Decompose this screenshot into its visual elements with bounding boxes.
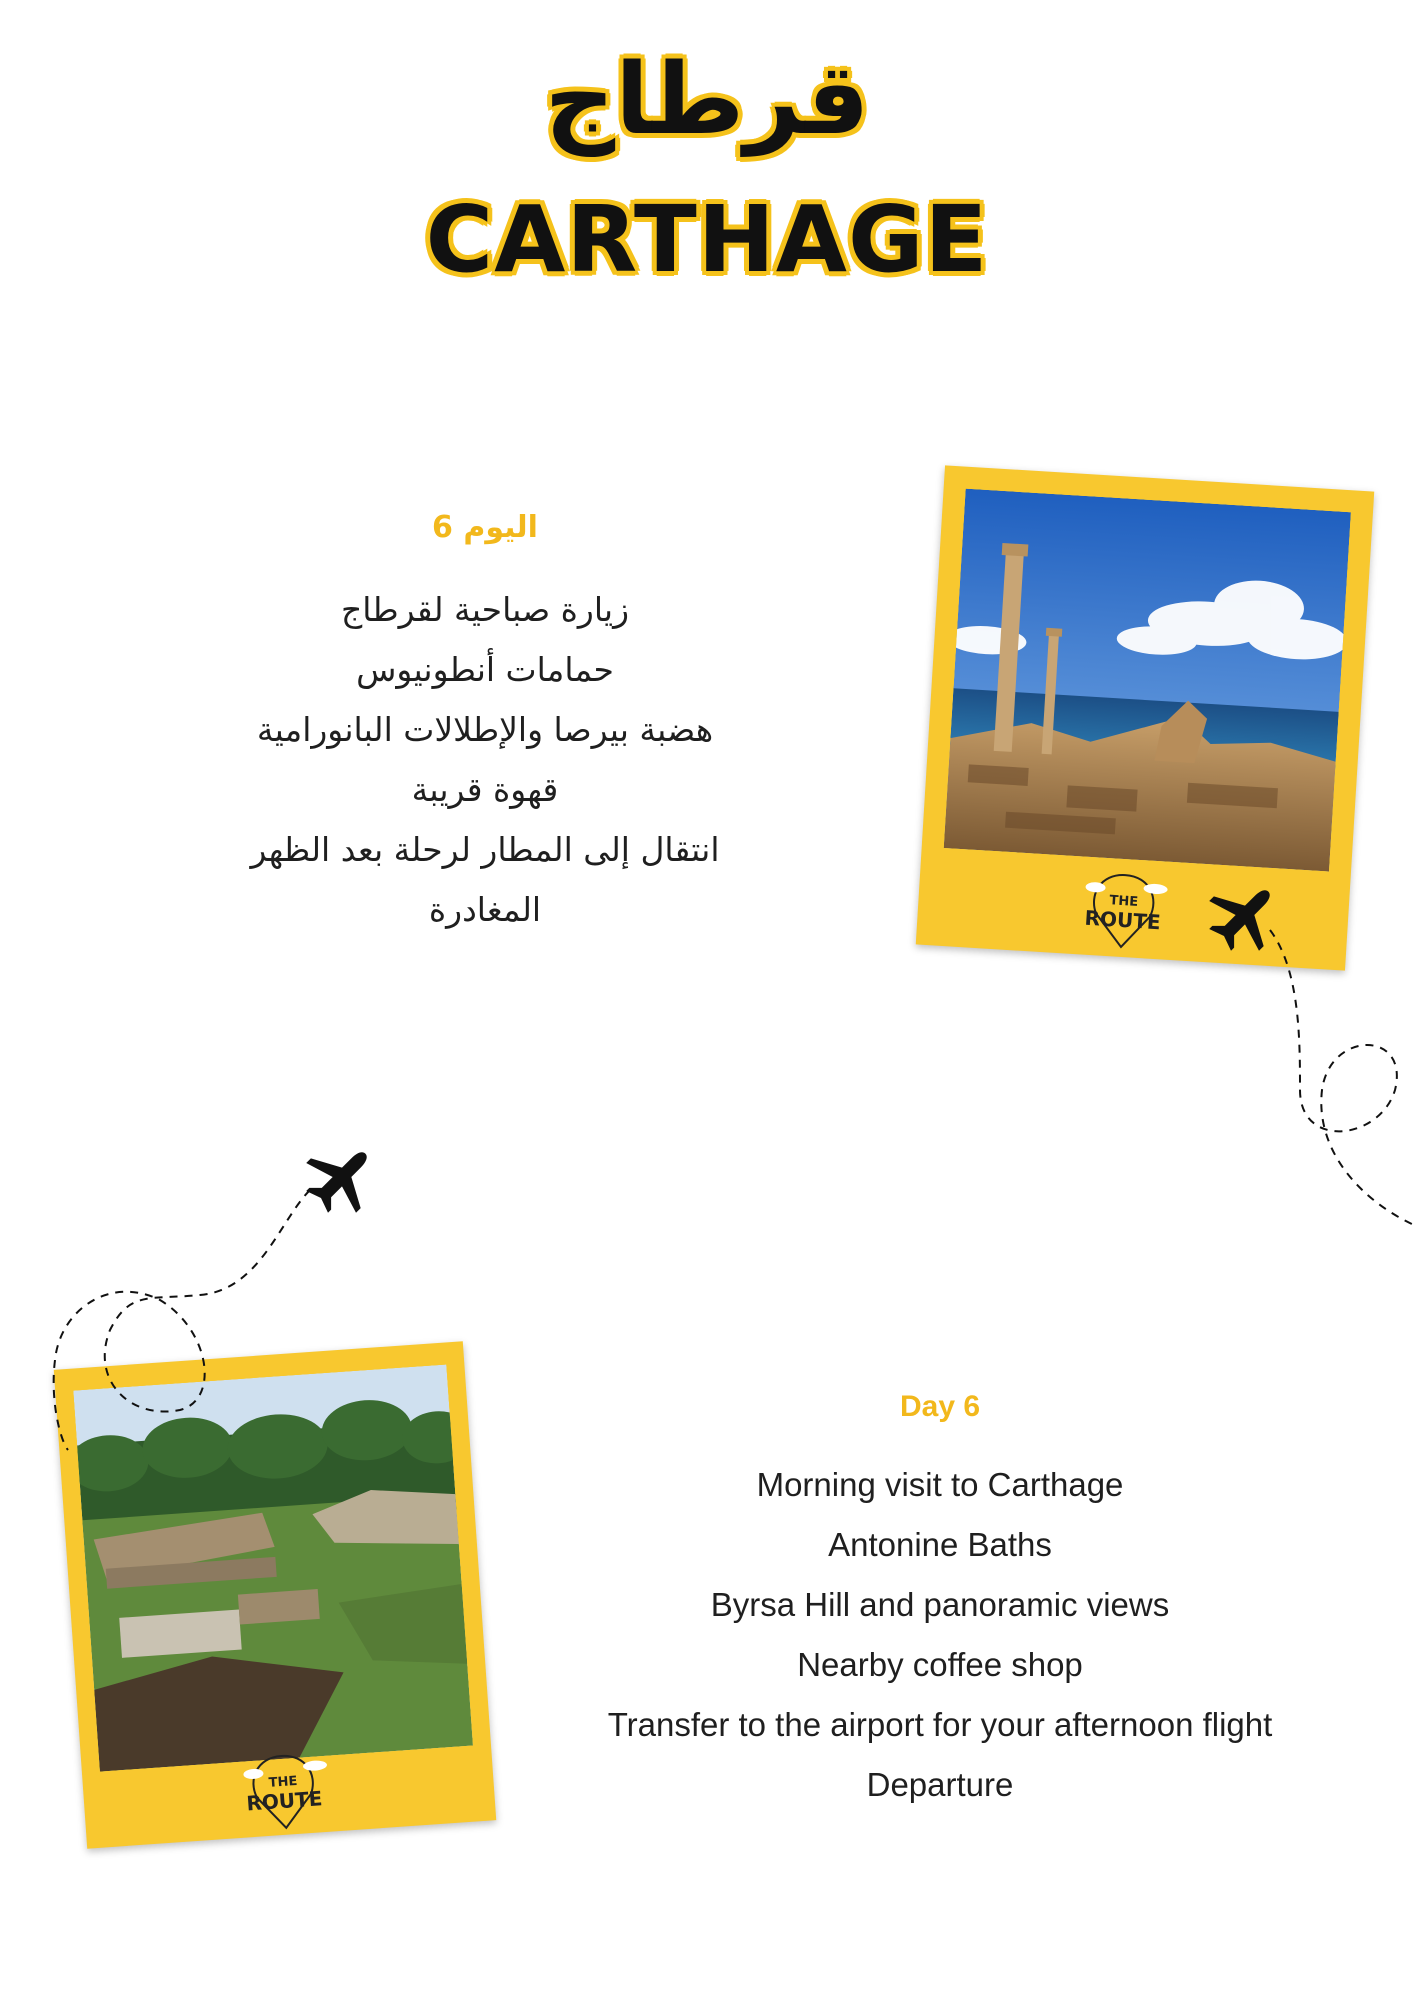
polaroid-photo-frame	[916, 465, 1375, 970]
day-label-english: Day 6	[899, 1390, 981, 1423]
list-item: Departure	[866, 1766, 1014, 1803]
list-item: زيارة صباحية لقرطاج	[340, 590, 630, 629]
list-item: حمامات أنطونيوس	[356, 650, 614, 689]
logo-text-the: THE	[268, 1773, 298, 1791]
airplane-icon	[292, 1129, 390, 1227]
photo-carthage-ruins	[73, 1364, 473, 1771]
list-item: انتقال إلى المطار لرحلة بعد الظهر	[250, 830, 720, 869]
list-item: Nearby coffee shop	[797, 1646, 1083, 1683]
list-item: هضبة بيرصا والإطلالات البانورامية	[256, 710, 714, 749]
title-arabic: قرطاج	[544, 43, 870, 157]
photo-antonine-baths	[944, 489, 1351, 872]
itinerary-list-arabic	[200, 580, 770, 940]
logo-text-the: THE	[1109, 893, 1139, 910]
the-route-logo	[226, 1746, 341, 1833]
logo-text-route: ROUTE	[1083, 905, 1162, 935]
day-label-arabic: اليوم 6	[432, 510, 538, 545]
polaroid-photo-frame	[54, 1341, 496, 1848]
itinerary-list-english	[560, 1455, 1320, 1815]
list-item: Byrsa Hill and panoramic views	[710, 1586, 1170, 1623]
list-item: Morning visit to Carthage	[756, 1466, 1124, 1503]
list-item: Transfer to the airport for your afternoon flight	[607, 1706, 1273, 1743]
the-route-logo	[1066, 864, 1181, 956]
list-item: Antonine Baths	[828, 1526, 1052, 1563]
title-english: CARTHAGE	[425, 186, 989, 293]
logo-text-route: ROUTE	[245, 1786, 324, 1816]
list-item: قهوة قريبة	[411, 770, 559, 809]
dashed-flight-path	[1270, 930, 1414, 1225]
list-item: المغادرة	[428, 890, 542, 929]
